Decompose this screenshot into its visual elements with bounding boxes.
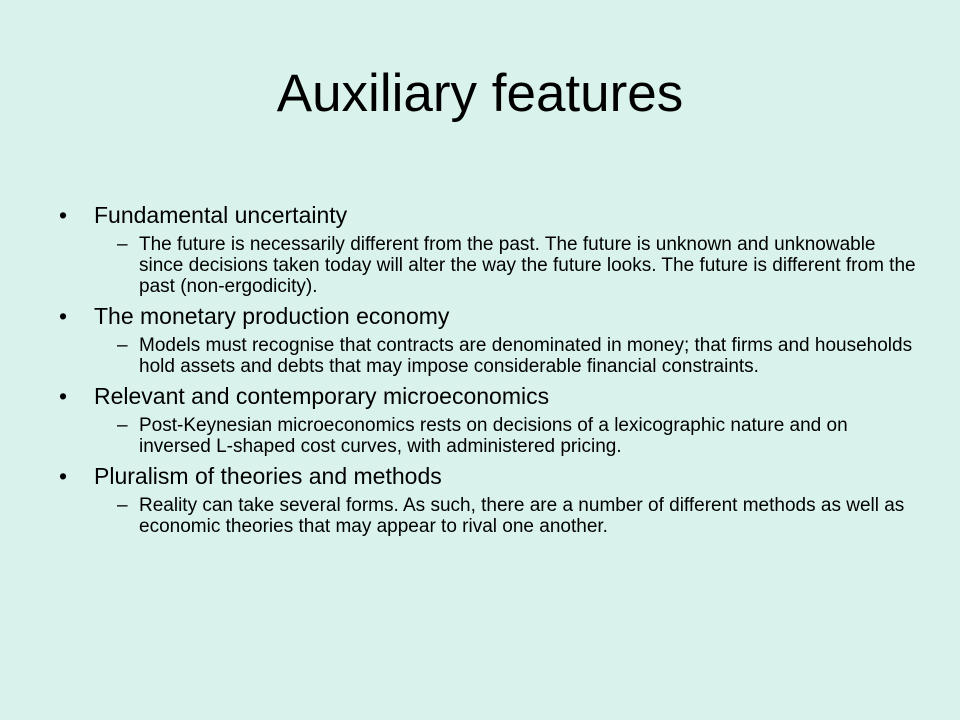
sub-bullet-text: Reality can take several forms. As such, there are a number of different methods as well as economic theories that may appear to rival one another.: [139, 495, 905, 537]
bullet-marker: •: [59, 303, 68, 329]
sub-bullet-marker: –: [117, 415, 128, 436]
bullet-item: [57, 202, 917, 229]
bullet-list: [57, 202, 917, 543]
bullet-heading: Fundamental uncertainty: [94, 202, 348, 228]
sub-bullet-item: [57, 234, 917, 297]
bullet-item: [57, 303, 917, 330]
bullet-item: [57, 383, 917, 410]
sub-bullet-text: Models must recognise that contracts are denominated in money; that firms and households hold assets and debts that may impose considerable financial constraints.: [139, 335, 913, 377]
bullet-heading: The monetary production economy: [94, 303, 450, 329]
bullet-marker: •: [59, 202, 68, 228]
sub-bullet-item: [57, 415, 917, 457]
sub-bullet-marker: –: [117, 234, 128, 255]
bullet-heading: Pluralism of theories and methods: [94, 463, 442, 489]
sub-bullet-marker: –: [117, 335, 128, 356]
bullet-heading: Relevant and contemporary microeconomics: [94, 383, 550, 409]
sub-bullet-text: Post-Keynesian microeconomics rests on decisions of a lexicographic nature and on inversed L-shaped cost curves, with administered pricing.: [139, 415, 848, 457]
bullet-marker: •: [59, 463, 68, 489]
bullet-marker: •: [59, 383, 68, 409]
sub-bullet-item: [57, 335, 917, 377]
slide-title: Auxiliary features: [276, 64, 684, 123]
sub-bullet-text: The future is necessarily different from the past. The future is unknown and unknowable since decisions taken today will alter the way the future looks. The future is different from the past (non-ergodicity).: [139, 234, 916, 297]
bullet-item: [57, 463, 917, 490]
sub-bullet-item: [57, 495, 917, 537]
sub-bullet-marker: –: [117, 495, 128, 516]
